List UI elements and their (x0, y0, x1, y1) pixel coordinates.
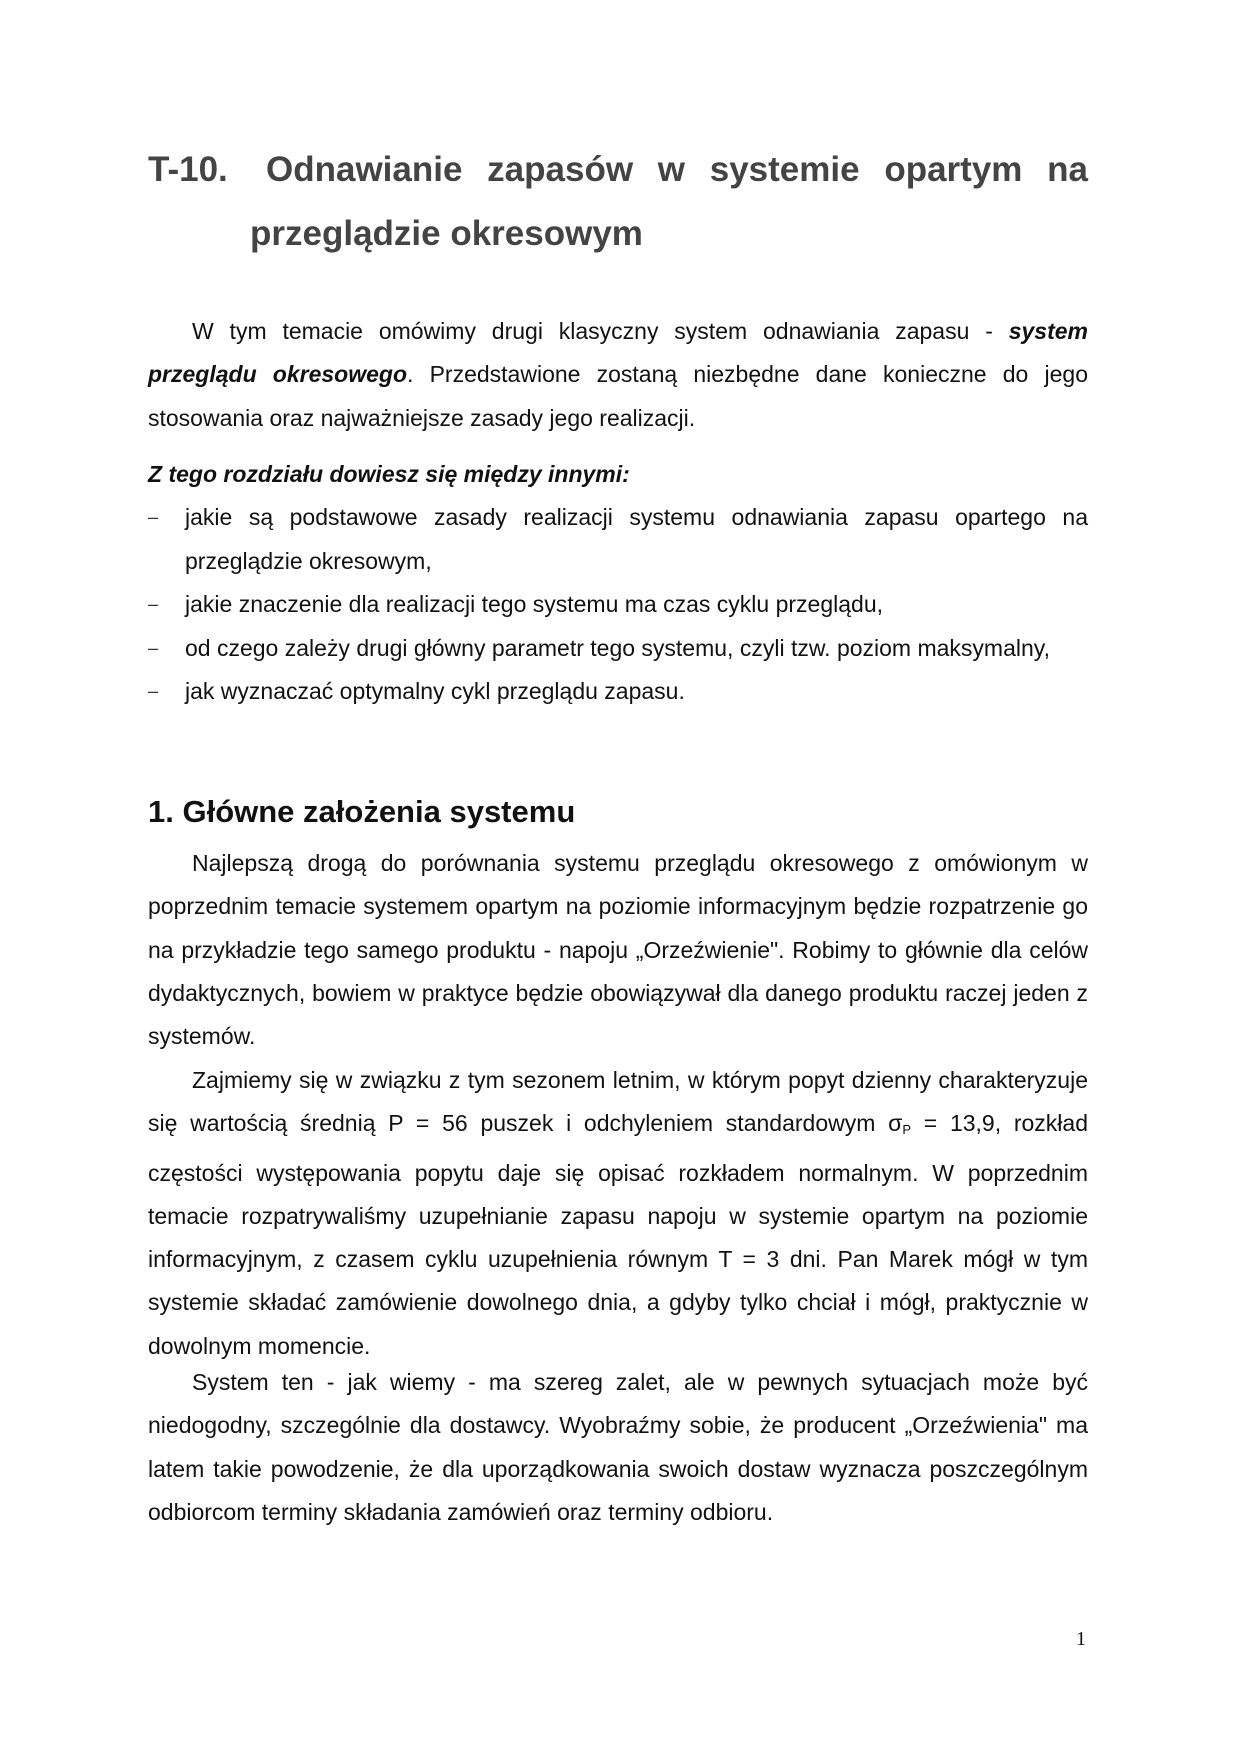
dash-bullet-icon: – (148, 594, 159, 614)
chapter-title (148, 138, 1088, 266)
list-item-text: od czego zależy drugi główny parametr tego systemu, czyli tzw. poziom maksymalny, (185, 634, 1050, 661)
chapter-number: T-10. (148, 150, 228, 189)
section-paragraph-1: Najlepszą drogą do porównania systemu przeglądu okresowego z omówionym w poprzednim temacie systemem opartym na poziomie informacyjnym będzie rozpatrzenie go na przykładzie tego samego produktu - napoju „Orzeźwienie". Robimy to głównie dla celów dydaktycznych, bowiem w praktyce będzie obowiązywał dla danego produktu raczej jeden z systemów. (148, 850, 1088, 1050)
section-paragraph-2 (148, 1059, 1088, 1368)
learning-list (148, 496, 1088, 714)
dash-bullet-icon: – (148, 637, 159, 658)
sigma-subscript: P (902, 1122, 911, 1138)
dash-bullet-icon: – (148, 681, 159, 701)
list-item (148, 627, 1088, 671)
list-item-text: jakie znaczenie dla realizacji tego systemu ma czas cyklu przeglądu, (185, 591, 883, 617)
paragraph-2-text-after: = 13,9, rozkład częstości występowania popytu daje się opisać rozkładem normalnym. W poprzednim temacie rozpatrywaliśmy uzupełnianie zapasu napoju w systemie opartym na poziomie informacyjnym, z czasem cyklu uzupełnienia równym T = 3 dni. Pan Marek mógł w tym systemie składać zamówienie dowolnego dnia, a gdyby tylko chciał i mógł, praktycznie w dowolnym momencie. (148, 1110, 1088, 1359)
section-heading: 1. Główne założenia systemu (148, 794, 576, 829)
page-number: 1 (1076, 1628, 1086, 1650)
intro-text-after: . Przedstawione zostaną niezbędne dane konieczne do jego stosowania oraz najważniejsze zasady jego realizacji. (148, 361, 1088, 431)
learning-objectives (148, 453, 1088, 714)
list-item (148, 583, 1088, 627)
dash-bullet-icon: – (148, 507, 159, 527)
chapter-title-line-1 (148, 138, 1088, 202)
learning-lead-in: Z tego rozdziału dowiesz się między innymi: (148, 461, 630, 487)
chapter-title-line-2: przeglądzie okresowym (250, 214, 643, 253)
list-item (148, 496, 1088, 583)
section-paragraph-3: System ten - jak wiemy - ma szereg zalet, ale w pewnych sytuacjach może być niedogodny, szczególnie dla dostawcy. Wyobraźmy sobie, że producent „Orzeźwienia" ma latem takie powodzenie, że dla uporządkowania swoich dostaw wyznacza poszczególnym odbiorcom terminy składania zamówień oraz terminy odbioru. (148, 1369, 1088, 1525)
list-item-text: jakie są podstawowe zasady realizacji systemu odnawiania zapasu opartego na przeglądzie okresowym, (185, 504, 1088, 574)
intro-emphasis: system przeglądu okresowego (148, 318, 1088, 388)
list-item (148, 670, 1088, 714)
paragraph-2-text-before: Zajmiemy się w związku z tym sezonem letnim, w którym popyt dzienny charakteryzuje się wartością średnią P = 56 puszek i odchyleniem standardowym σ (148, 1067, 1088, 1137)
intro-paragraph (148, 310, 1088, 440)
list-item-text: jak wyznaczać optymalny cykl przeglądu zapasu. (185, 678, 685, 704)
chapter-title-text-1: Odnawianie zapasów w systemie opartym na (266, 150, 1088, 189)
intro-text-before: W tym temacie omówimy drugi klasyczny system odnawiania zapasu - (192, 318, 1009, 344)
